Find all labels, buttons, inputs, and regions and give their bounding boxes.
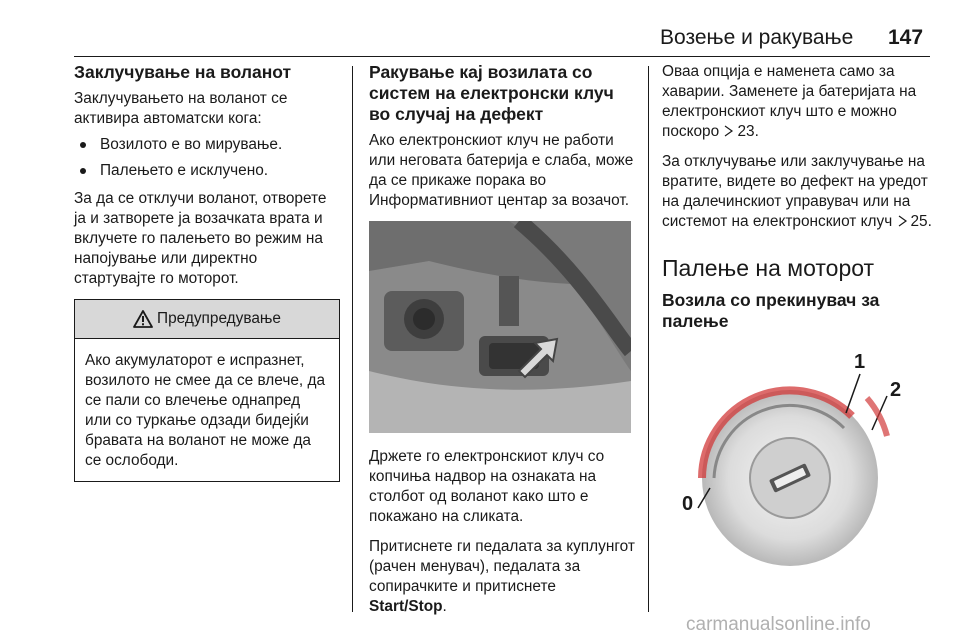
press-pedals-text: Притиснете ги педалата за куплунгот (рачен менувач), педалата за сопирачките и притиснете bbox=[369, 538, 635, 595]
warning-triangle-icon bbox=[133, 310, 153, 328]
watermark: carmanualsonline.info bbox=[686, 614, 871, 635]
warning-header bbox=[75, 300, 339, 339]
column-divider-2 bbox=[648, 66, 649, 612]
list-item: Палењето е исклучено. bbox=[74, 161, 340, 181]
section-heading-steering-lock: Заклучување на воланот bbox=[74, 62, 292, 82]
start-stop-label: Start/Stop bbox=[369, 598, 443, 615]
header-rule bbox=[74, 56, 930, 57]
page-reference: 23. bbox=[737, 123, 759, 140]
door-unlock-para bbox=[662, 152, 932, 232]
battery-replace-text: Оваа опција е наменета само за хаварии. Заменете ја батеријата на електронскиот клуч што е можно поскоро bbox=[662, 63, 917, 140]
key-failure-para: Ако електронскиот клуч не работи или неговата батерија е слаба, може да се прикаже порака во Информативниот центар за возачот. bbox=[369, 132, 634, 209]
subheading-ignition-switch: Возила со прекинувач за палење bbox=[662, 290, 880, 331]
press-pedals-para bbox=[369, 537, 637, 617]
door-unlock-text: За отклучување или заклучување на вратите, видете во дефект на уредот на далечинскиот управувач или на системот на електронскиот клуч bbox=[662, 153, 928, 230]
steering-column-photo bbox=[369, 221, 631, 433]
diagram-label-0: 0 bbox=[682, 493, 694, 515]
page-reference: 25. bbox=[910, 213, 932, 230]
warning-text: Ако акумулаторот е испразнет, возилото не смее да се влече, да се пали со влечење однапред или со туркање одзади бидејќи бравата на воланот не може да се ослободи. bbox=[85, 352, 326, 469]
column-3 bbox=[662, 62, 932, 568]
section-heading-engine-start: Палење на моторот bbox=[662, 255, 875, 281]
page-reference-icon bbox=[897, 215, 908, 227]
page-number: 147 bbox=[888, 26, 924, 49]
diagram-label-1: 1 bbox=[854, 351, 866, 373]
ignition-switch-diagram bbox=[662, 338, 924, 568]
page-reference-icon bbox=[723, 125, 734, 137]
diagram-label-2: 2 bbox=[890, 379, 902, 401]
unlock-instructions: За да се отклучи воланот, отворете ја и затворете ја возачката врата и вклучете го палењето во режим на напојување или директно стартувајте го моторот. bbox=[74, 190, 327, 287]
steering-lock-intro: Заклучувањето на воланот се активира автоматски кога: bbox=[74, 90, 288, 127]
condition-list bbox=[74, 135, 340, 181]
key-position-para: Држете го електронскиот клуч со копчиња надвор на ознаката на столбот од воланот како што е покажано на сликата. bbox=[369, 448, 605, 525]
press-pedals-end: . bbox=[442, 598, 447, 615]
list-item: Возилото е во мирување. bbox=[74, 135, 340, 155]
header-title: Возење и ракување bbox=[660, 26, 854, 49]
warning-title: Предупредување bbox=[157, 310, 281, 327]
warning-box bbox=[74, 299, 340, 482]
column-1 bbox=[74, 62, 340, 482]
column-2 bbox=[369, 62, 637, 627]
column-divider-1 bbox=[352, 66, 353, 612]
section-heading-electronic-key-failure: Ракување кај возилата со систем на електронски клуч во случај на дефект bbox=[369, 62, 614, 124]
battery-replace-para bbox=[662, 62, 932, 142]
